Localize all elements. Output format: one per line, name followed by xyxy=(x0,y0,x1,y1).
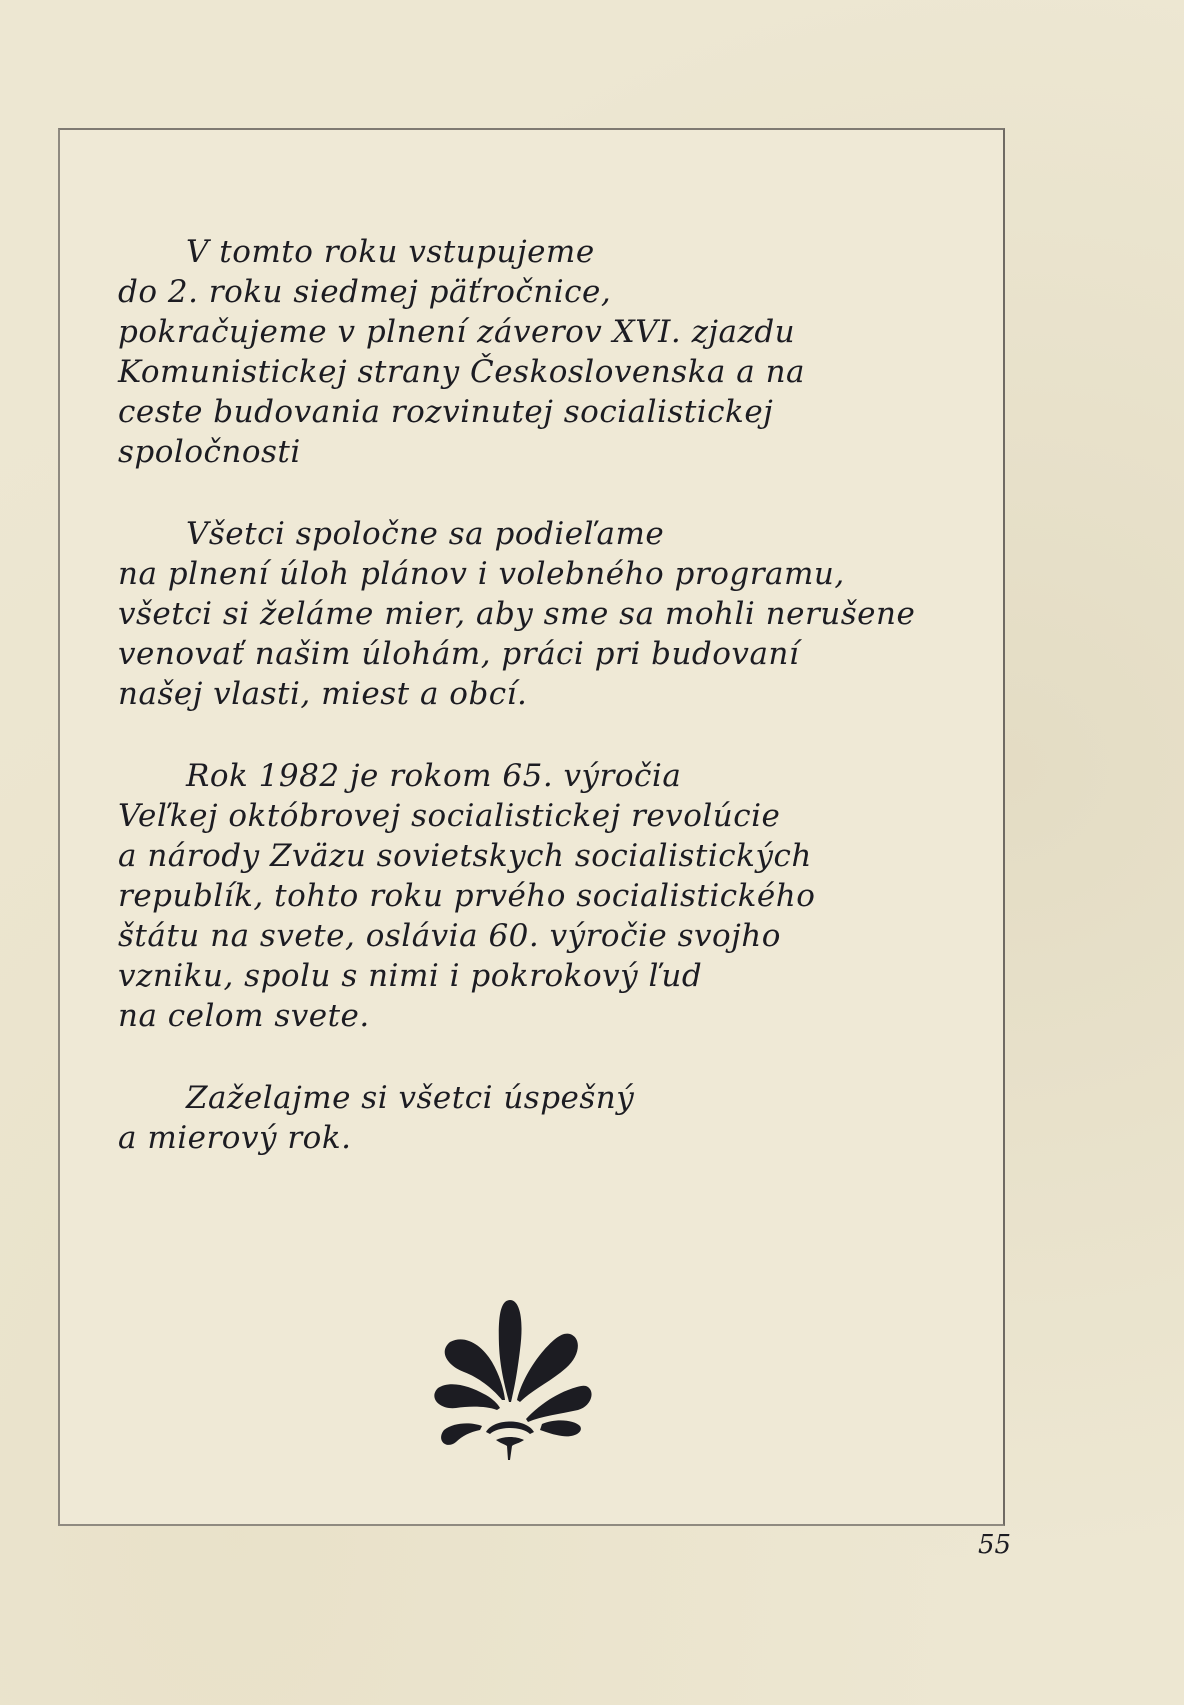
paragraph-1 xyxy=(118,232,978,472)
paragraph-4 xyxy=(118,1078,978,1158)
text-line: republík, tohto roku prvého socialistického xyxy=(118,878,816,914)
text-line: na celom svete. xyxy=(118,998,370,1034)
paragraph-3 xyxy=(118,756,978,1036)
text-line: Veľkej októbrovej socialistickej revolúcie xyxy=(118,798,781,834)
text-line: pokračujeme v plnení záverov XVI. zjazdu xyxy=(118,314,796,350)
text-line: Zaželajme si všetci úspešný xyxy=(186,1080,635,1116)
text-line: ceste budovania rozvinutej socialistickej xyxy=(118,394,774,430)
text-line: a mierový rok. xyxy=(118,1120,352,1156)
text-line: našej vlasti, miest a obcí. xyxy=(118,676,528,712)
floral-ornament-icon xyxy=(420,1290,600,1460)
page-number: 55 xyxy=(978,1530,1012,1560)
text-line: vzniku, spolu s nimi i pokrokový ľud xyxy=(118,958,703,994)
text-line: všetci si želáme mier, aby sme sa mohli nerušene xyxy=(118,596,916,632)
text-line: do 2. roku siedmej päťročnice, xyxy=(118,274,612,310)
text-line: štátu na svete, oslávia 60. výročie svojho xyxy=(118,918,781,954)
text-line: a národy Zväzu sovietskych socialistických xyxy=(118,838,812,874)
handwritten-text-block xyxy=(118,232,978,1200)
text-line: Rok 1982 je rokom 65. výročia xyxy=(186,758,682,794)
text-line: spoločnosti xyxy=(118,434,301,470)
paragraph-2 xyxy=(118,514,978,714)
text-line: venovať našim úlohám, práci pri budovaní xyxy=(118,636,800,672)
text-line: Komunistickej strany Československa a na xyxy=(118,354,806,390)
text-line: na plnení úloh plánov i volebného programu, xyxy=(118,556,845,592)
text-line: Všetci spoločne sa podieľame xyxy=(186,516,665,552)
text-line: V tomto roku vstupujeme xyxy=(186,234,595,270)
